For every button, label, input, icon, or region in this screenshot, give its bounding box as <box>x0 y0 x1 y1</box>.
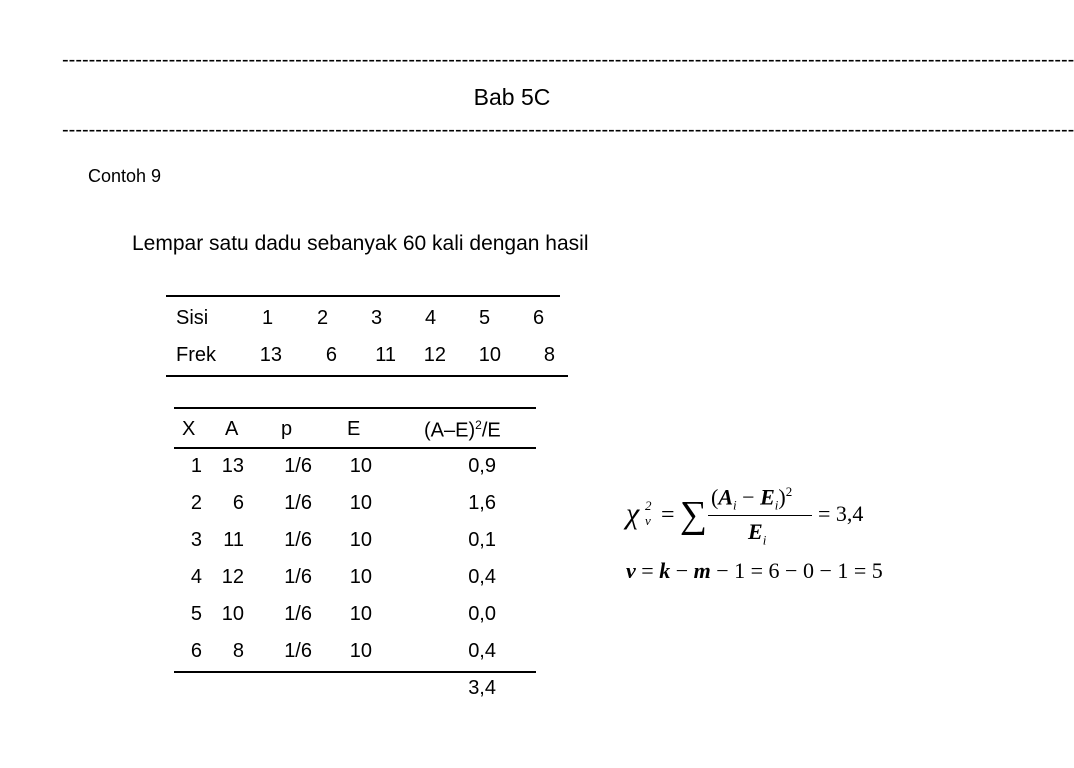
frequency-cell: 10 <box>478 344 501 366</box>
header-e: E <box>347 418 361 440</box>
frequency-cell: 12 <box>423 344 446 366</box>
cell-e: 10 <box>349 603 372 625</box>
cell-x: 6 <box>190 640 202 662</box>
side-cell: 1 <box>262 307 274 329</box>
cell-e: 10 <box>349 492 372 514</box>
sigma-symbol: ∑ <box>680 494 708 536</box>
row-label-frequency: Frek <box>176 344 216 366</box>
frequency-table-top-rule <box>166 295 560 297</box>
numerator-exponent: 2 <box>785 484 793 499</box>
cell-p: 1/6 <box>284 492 312 514</box>
frequency-cell: 6 <box>325 344 337 366</box>
cell-chi-term: 0,4 <box>468 566 496 588</box>
example-label: Contoh 9 <box>88 166 162 186</box>
nu-symbol: ν <box>626 558 636 583</box>
row-label-sides: Sisi <box>176 307 209 329</box>
cell-chi-term: 1,6 <box>468 492 496 514</box>
cell-a: 6 <box>232 492 244 514</box>
dof-equals: = <box>641 558 654 583</box>
header-chi-term <box>424 418 501 443</box>
header-p: p <box>281 418 293 440</box>
numerator-close-paren: ) <box>778 484 786 510</box>
side-cell: 3 <box>371 307 383 329</box>
degrees-of-freedom-formula <box>626 558 883 584</box>
frequency-table-bottom-rule <box>166 375 568 377</box>
formula-result: = 3,4 <box>818 501 864 526</box>
header-x: X <box>182 418 196 440</box>
dof-minus: − <box>675 558 689 583</box>
chi-subscript: ν <box>645 513 651 528</box>
frequency-cell: 11 <box>375 344 396 366</box>
cell-e: 10 <box>349 529 372 551</box>
header-rule-bottom: -------------------------------------------------------------------------------------------------------------------------------------------------------- <box>62 119 1074 141</box>
cell-x: 4 <box>190 566 202 588</box>
cell-x: 1 <box>190 455 202 477</box>
header-rule-top: -------------------------------------------------------------------------------------------------------------------------------------------------------- <box>62 49 1074 71</box>
side-cell: 5 <box>479 307 491 329</box>
cell-p: 1/6 <box>284 566 312 588</box>
side-cell: 2 <box>317 307 329 329</box>
header-chi-exponent: 2 <box>475 418 482 432</box>
cell-x: 5 <box>190 603 202 625</box>
cell-chi-term: 0,9 <box>468 455 496 477</box>
cell-e: 10 <box>349 455 372 477</box>
frequency-cell: 13 <box>259 344 282 366</box>
header-chi-prefix: (A–E) <box>424 419 476 442</box>
cell-a: 10 <box>221 603 244 625</box>
cell-x: 2 <box>190 492 202 514</box>
header-a: A <box>225 418 239 440</box>
page-title: Bab 5C <box>473 84 551 110</box>
cell-a: 12 <box>221 566 244 588</box>
side-cell: 6 <box>533 307 545 329</box>
cell-p: 1/6 <box>284 603 312 625</box>
numerator-open-paren: ( <box>711 484 719 510</box>
numerator-subscript-a: i <box>733 497 737 513</box>
chi-symbol: χ <box>626 497 640 530</box>
numerator-e: E <box>760 484 775 510</box>
header-chi-suffix: /E <box>481 419 501 442</box>
chi-table-header-rule <box>174 447 536 449</box>
cell-a: 13 <box>221 455 244 477</box>
cell-p: 1/6 <box>284 529 312 551</box>
frequency-cell: 8 <box>543 344 555 366</box>
denominator-e: E <box>748 519 763 544</box>
m-symbol: m <box>693 558 711 583</box>
numerator-a: A <box>718 484 734 510</box>
numerator-minus: − <box>742 484 755 510</box>
cell-chi-term: 0,0 <box>468 603 496 625</box>
cell-e: 10 <box>349 640 372 662</box>
denominator-subscript: i <box>762 532 767 548</box>
cell-e: 10 <box>349 566 372 588</box>
cell-p: 1/6 <box>284 455 312 477</box>
cell-a: 8 <box>232 640 244 662</box>
side-cell: 4 <box>425 307 437 329</box>
k-symbol: k <box>659 558 671 583</box>
chi-table-bottom-rule <box>174 671 536 673</box>
cell-chi-term: 0,4 <box>468 640 496 662</box>
formula-denominator <box>748 519 766 548</box>
fraction-bar <box>708 515 812 516</box>
cell-a: 11 <box>223 529 244 551</box>
numerator-subscript-e: i <box>774 497 779 513</box>
intro-text: Lempar satu dadu sebanyak 60 kali dengan hasil <box>132 232 589 255</box>
chi-superscript: 2 <box>645 498 652 513</box>
cell-chi-term: 0,1 <box>468 529 496 551</box>
cell-p: 1/6 <box>284 640 312 662</box>
chi-total: 3,4 <box>468 677 496 699</box>
formula-numerator <box>711 484 792 514</box>
dof-calculation: − 1 = 6 − 0 − 1 = 5 <box>716 558 883 583</box>
formula-equals: = <box>661 502 675 528</box>
cell-x: 3 <box>190 529 202 551</box>
chi-table-top-rule <box>174 407 536 409</box>
